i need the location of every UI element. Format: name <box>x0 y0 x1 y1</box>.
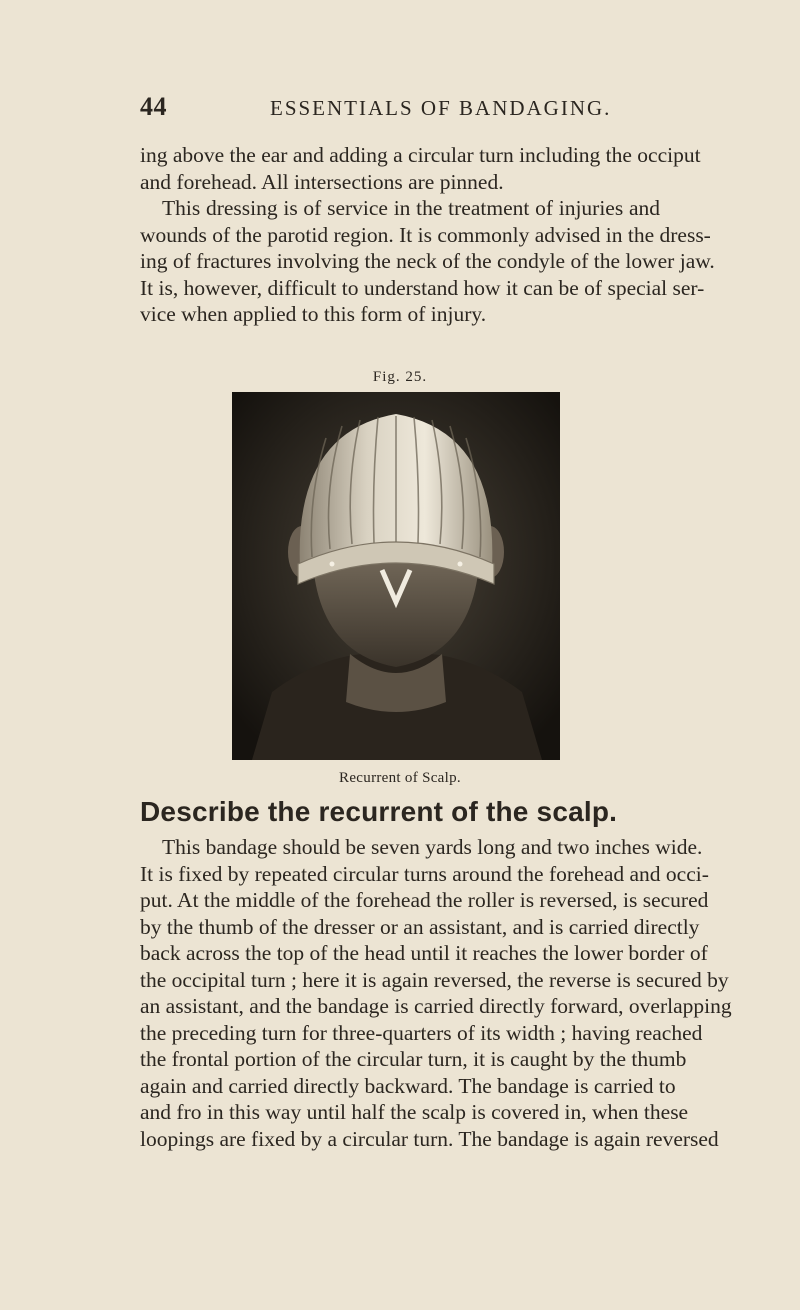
text-line: the preceding turn for three-quarters of its width ; having reached <box>140 1020 703 1045</box>
section-heading: Describe the recurrent of the scalp. <box>140 796 618 827</box>
text-line: This bandage should be seven yards long and two inches wide. <box>162 835 703 859</box>
text-line: by the thumb of the dresser or an assistant, and is carried directly <box>140 914 700 939</box>
text-line: ing of fractures involving the neck of the condyle of the lower jaw. <box>140 249 715 273</box>
page-number: 44 <box>140 92 167 121</box>
text-line: the frontal portion of the circular turn, it is caught by the thumb <box>140 1047 687 1071</box>
text-line: loopings are fixed by a circular turn. The bandage is again reversed <box>140 1126 719 1151</box>
running-head <box>140 92 660 126</box>
text-line: back across the top of the head until it reaches the lower border of <box>140 941 708 965</box>
text-line: It is fixed by repeated circular turns around the forehead and occi- <box>140 861 709 886</box>
figure-label: Fig. 25. <box>372 369 428 385</box>
text-line: ing above the ear and adding a circular turn including the occiput <box>140 143 701 167</box>
text-line: put. At the middle of the forehead the roller is reversed, is secured <box>140 888 709 912</box>
text-line: and forehead. All intersections are pinned. <box>140 169 504 194</box>
text-line: an assistant, and the bandage is carried directly forward, overlapping <box>140 994 732 1018</box>
text-line: vice when applied to this form of injury. <box>140 302 487 326</box>
text-line: the occipital turn ; here it is again reversed, the reverse is secured by <box>140 967 729 992</box>
text-line: wounds of the parotid region. It is commonly advised in the dress- <box>140 222 711 247</box>
paragraph-parotid <box>140 195 715 328</box>
text-line: and fro in this way until half the scalp is covered in, when these <box>140 1100 689 1124</box>
bandaged-head-illustration <box>232 392 560 760</box>
text-line: It is, however, difficult to understand how it can be of special ser- <box>140 275 705 300</box>
figure-caption: Recurrent of Scalp. <box>339 770 461 786</box>
paragraph-continuation <box>140 142 701 195</box>
text-line: This dressing is of service in the treatment of injuries and <box>162 196 660 220</box>
figure-photograph <box>232 392 560 760</box>
paragraph-recurrent-scalp <box>140 834 732 1152</box>
text-line: again and carried directly backward. The bandage is carried to <box>140 1073 676 1098</box>
running-title: ESSENTIALS OF BANDAGING. <box>270 96 612 120</box>
